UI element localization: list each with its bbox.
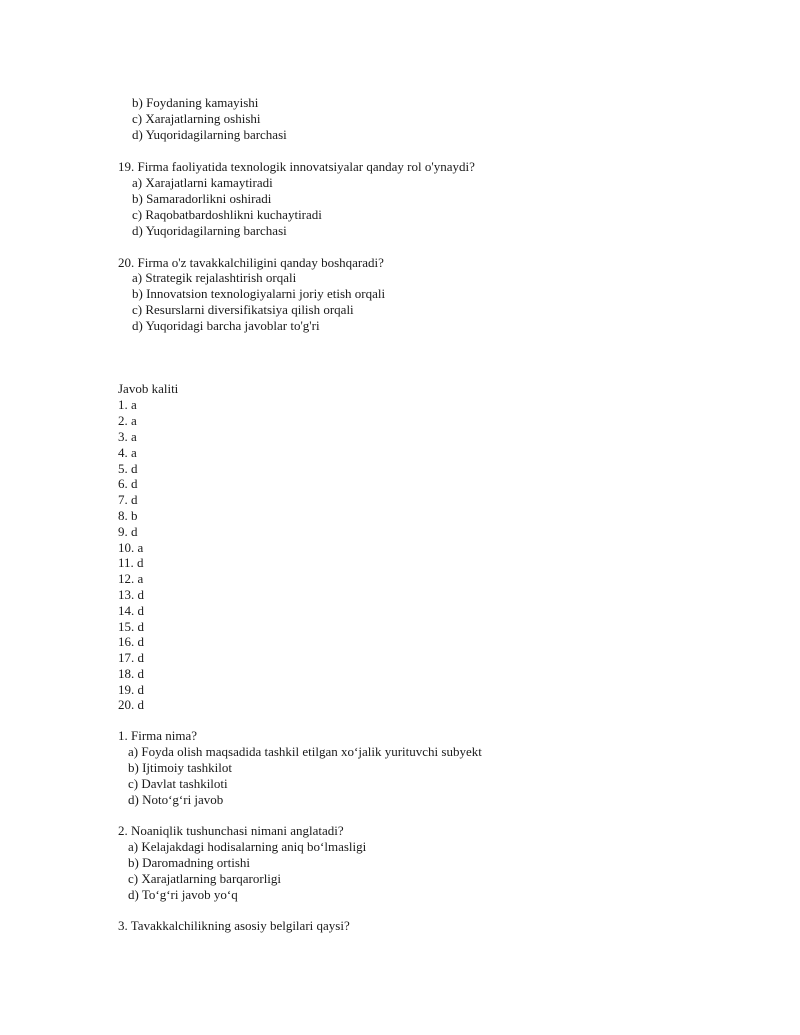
answer-key-item: 12. a xyxy=(118,571,144,586)
answer-key-item: 3. a xyxy=(118,429,137,444)
q20-option-b: b) Innovatsion texnologiyalarni joriy etish orqali xyxy=(132,286,386,301)
answer-key-item: 19. d xyxy=(118,682,144,697)
q19-option-b: b) Samaradorlikni oshiradi xyxy=(132,191,272,206)
answer-key-item: 2. a xyxy=(118,413,137,428)
option-b: b) Foydaning kamayishi xyxy=(132,95,259,110)
answer-key-item: 13. d xyxy=(118,587,144,602)
q1-option-d: d) Noto‘g‘ri javob xyxy=(128,792,224,807)
answer-key-item: 6. d xyxy=(118,476,138,491)
q20-option-d: d) Yuqoridagi barcha javoblar to'g'ri xyxy=(132,318,320,333)
answer-key-item: 9. d xyxy=(118,524,138,539)
q19-option-c: c) Raqobatbardoshlikni kuchaytiradi xyxy=(132,207,322,222)
answer-key-item: 16. d xyxy=(118,634,144,649)
answer-key-item: 10. a xyxy=(118,540,144,555)
q2-option-d: d) To‘g‘ri javob yo‘q xyxy=(128,887,238,902)
q1-option-b: b) Ijtimoiy tashkilot xyxy=(128,760,232,775)
q19-option-a: a) Xarajatlarni kamaytiradi xyxy=(132,175,273,190)
q1-option-c: c) Davlat tashkiloti xyxy=(128,776,228,791)
q20-option-a: a) Strategik rejalashtirish orqali xyxy=(132,270,297,285)
answer-key-item: 4. a xyxy=(118,445,137,460)
q2-option-c: c) Xarajatlarning barqarorligi xyxy=(128,871,282,886)
answer-key-item: 18. d xyxy=(118,666,144,681)
answer-key-item: 14. d xyxy=(118,603,144,618)
answer-key-item: 17. d xyxy=(118,650,144,665)
q20-option-c: c) Resurslarni diversifikatsiya qilish orqali xyxy=(132,302,354,317)
option-d: d) Yuqoridagilarning barchasi xyxy=(132,127,287,142)
answer-key-item: 8. b xyxy=(118,508,138,523)
question-2-title: 2. Noaniqlik tushunchasi nimani anglatadi? xyxy=(118,823,344,838)
answer-key-item: 1. a xyxy=(118,397,137,412)
question-19-title: 19. Firma faoliyatida texnologik innovatsiyalar qanday rol o'ynaydi? xyxy=(118,159,475,174)
q1-option-a: a) Foyda olish maqsadida tashkil etilgan xo‘jalik yurituvchi subyekt xyxy=(128,744,482,759)
question-3-title: 3. Tavakkalchilikning asosiy belgilari qaysi? xyxy=(118,918,350,933)
question-20-title: 20. Firma o'z tavakkalchiligini qanday boshqaradi? xyxy=(118,255,384,270)
q19-option-d: d) Yuqoridagilarning barchasi xyxy=(132,223,287,238)
answer-key-item: 7. d xyxy=(118,492,138,507)
option-c: c) Xarajatlarning oshishi xyxy=(132,111,261,126)
q2-option-b: b) Daromadning ortishi xyxy=(128,855,251,870)
answer-key-item: 20. d xyxy=(118,697,144,712)
answer-key-item: 11. d xyxy=(118,555,144,570)
answer-key-item: 5. d xyxy=(118,461,138,476)
question-1-title: 1. Firma nima? xyxy=(118,728,198,743)
answer-key-item: 15. d xyxy=(118,619,144,634)
answer-key-title: Javob kaliti xyxy=(118,381,179,396)
q2-option-a: a) Kelajakdagi hodisalarning aniq bo‘lmasligi xyxy=(128,839,367,854)
